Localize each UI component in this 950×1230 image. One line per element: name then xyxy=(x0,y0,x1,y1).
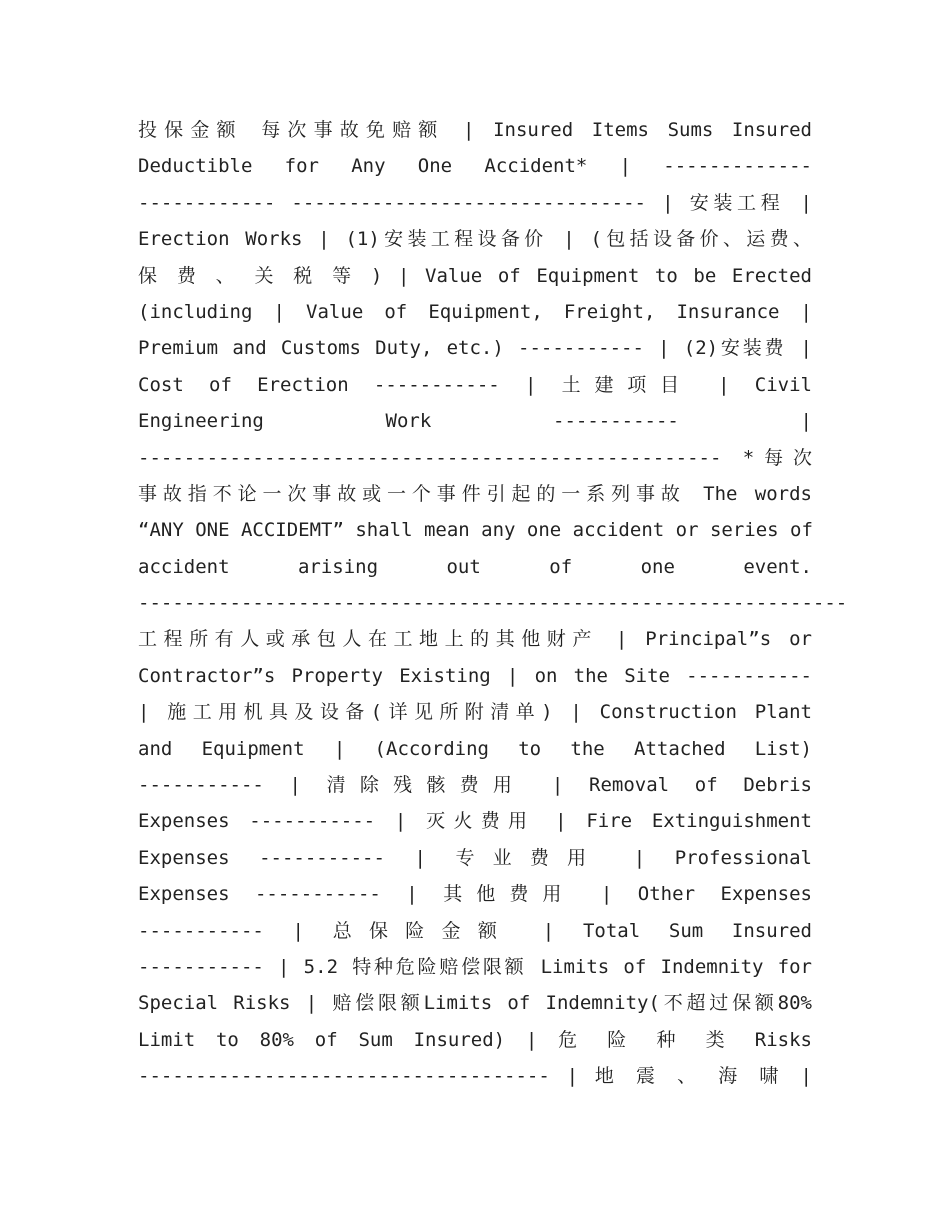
text-line: Cost of Erection ----------- | 土建项目 | Civil xyxy=(138,373,812,396)
text-line: Special Risks | 赔偿限额Limits of Indemnity(不超过保额80% xyxy=(138,992,812,1015)
text-line: (including | Value of Equipment, Freight, Insurance | xyxy=(138,300,812,323)
text-line: Erection Works | (1)安装工程设备价 | (包括设备价、运费、 xyxy=(138,228,812,251)
text-line: Limit to 80% of Sum Insured) | 危 险 种 类 Risks xyxy=(138,1028,812,1051)
text-line: | 施工用机具及设备(详见所附清单) | Construction Plant xyxy=(138,701,812,724)
text-line: ----------- | 5.2 特种危险赔偿限额 Limits of Indemnity for xyxy=(138,955,812,978)
text-line: ----------- | 总保险金额 | Total Sum Insured xyxy=(138,919,812,942)
text-line: Contractor”s Property Existing | on the Site ----------- xyxy=(138,664,812,687)
text-line: 投保金额 每次事故免赔额 | Insured Items Sums Insured xyxy=(138,119,812,141)
text-line: “ANY ONE ACCIDEMT” shall mean any one accident or series of xyxy=(138,519,813,542)
text-line: 保 费 、 关 税 等 ) | Value of Equipment to be Erected xyxy=(138,264,812,287)
separator-line: -------------------------------------------------------------- xyxy=(138,592,848,615)
text-line: and Equipment | (According to the Attached List) xyxy=(138,737,812,760)
text-line: Engineering Work ----------- | xyxy=(138,410,812,433)
text-line: 事故指不论一次事故或一个事件引起的一系列事故 The words xyxy=(138,482,812,505)
text-line: Expenses ----------- | 灭火费用 | Fire Extinguishment xyxy=(138,810,812,833)
text-line: accident arising out of one event. xyxy=(138,555,812,578)
text-line: ------------------------------------ | 地 震 、 海 啸 | xyxy=(138,1065,812,1088)
text-line: Deductible for Any One Accident* | ------------- xyxy=(138,155,812,178)
text-line: Expenses ----------- | 其他费用 | Other Expenses xyxy=(138,883,812,906)
text-line: Premium and Customs Duty, etc.) ----------- | (2)安装费 | xyxy=(138,337,812,360)
text-line: ------------ ------------------------------- | 安装工程 | xyxy=(138,191,812,214)
text-line: --------------------------------------------------- *每次 xyxy=(138,446,812,469)
text-line: Expenses ----------- | 专业费用 | Professional xyxy=(138,846,812,869)
text-line: ----------- | 清除残骸费用 | Removal of Debris xyxy=(138,774,812,797)
document-body xyxy=(138,112,848,1095)
text-line: 工程所有人或承包人在工地上的其他财产 | Principal”s or xyxy=(138,628,812,651)
